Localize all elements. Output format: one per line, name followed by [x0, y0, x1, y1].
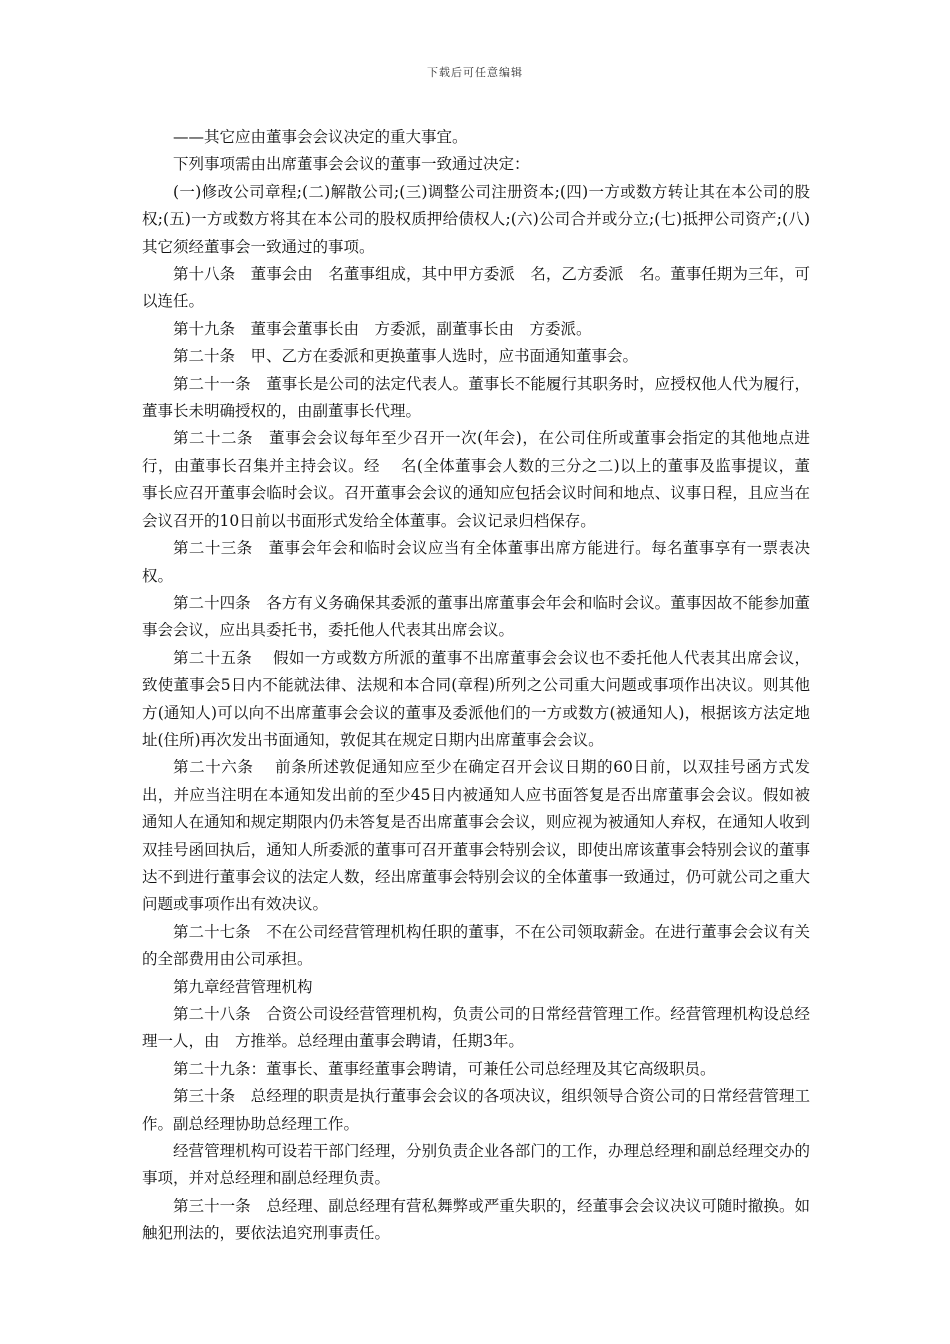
chapter-heading: 第九章经营管理机构 — [173, 977, 313, 996]
article-27: 第二十七条 不在公司经营管理机构任职的董事，不在公司领取薪金。在进行董事会会议有关的全部费用由公司承担。 — [142, 922, 810, 969]
paragraph: (一)修改公司章程;(二)解散公司;(三)调整公司注册资本;(四)一方或数方转让其在本公司的股权;(五)一方或数方将其在本公司的股权质押给债权人;(六)公司合并或分立;(七)抵押公司资产;(八)其它须经董事会一致通过的事项。 — [142, 182, 810, 256]
article-24: 第二十四条 各方有义务确保其委派的董事出席董事会年会和临时会议。董事因故不能参加董事会会议，应出具委托书，委托他人代表其出席会议。 — [142, 593, 810, 640]
article-31: 第三十一条 总经理、副总经理有营私舞弊或严重失职的，经董事会会议决议可随时撤换。如触犯刑法的，要依法追究刑事责任。 — [142, 1196, 810, 1243]
article-29: 第二十九条：董事长、董事经董事会聘请，可兼任公司总经理及其它高级职员。 — [173, 1059, 716, 1078]
article-23: 第二十三条 董事会年会和临时会议应当有全体董事出席方能进行。每名董事享有一票表决权。 — [142, 539, 810, 585]
paragraph: 下列事项需由出席董事会会议的董事一致通过决定： — [173, 155, 530, 174]
page-header: 下载后可任意编辑 — [427, 66, 523, 79]
paragraph: ——其它应由董事会会议决定的重大事宜。 — [173, 128, 468, 146]
article-20: 第二十条 甲、乙方在委派和更换董事人选时，应书面通知董事会。 — [173, 347, 639, 366]
article-28: 第二十八条 合资公司设经营管理机构，负责公司的日常经营管理工作。经营管理机构设总经理一人，由 方推举。总经理由董事会聘请，任期3年。 — [142, 1005, 810, 1051]
document-body — [142, 124, 810, 1248]
article-18: 第十八条 董事会由 名董事组成，其中甲方委派 名，乙方委派 名。董事任期为三年，可以连任。 — [142, 265, 810, 311]
article-19: 第十九条 董事会董事长由 方委派，副董事长由 方委派。 — [173, 319, 592, 338]
article-25: 第二十五条 假如一方或数方所派的董事不出席董事会会议也不委托他人代表其出席会议，致使董事会5日内不能就法律、法规和本合同(章程)所列之公司重大问题或事项作出决议。则其他方(通知人)可以向不出席董事会会议的董事及委派他们的一方或数方(被通知人)，根据该方法定地址(住所)再次发出书面通知，敦促其在规定日期内出席董事会会议。 — [142, 648, 810, 749]
article-22: 第二十二条 董事会会议每年至少召开一次(年会)，在公司住所或董事会指定的其他地点进行，由董事长召集并主持会议。经 名(全体董事会人数的三分之二)以上的董事及监事提议，董事长应召开董事会临时会议。召开董事会会议的通知应包括会议时间和地点、议事日程，且应当在会议召开的10日前以书面形式发给全体董事。会议记录归档保存。 — [142, 429, 810, 530]
article-26: 第二十六条 前条所述敦促通知应至少在确定召开会议日期的60日前，以双挂号函方式发出，并应当注明在本通知发出前的至少45日内被通知人应书面答复是否出席董事会会议。假如被通知人在通知和规定期限内仍未答复是否出席董事会会议，则应视为被通知人弃权，在通知人收到双挂号函回执后，通知人所委派的董事可召开董事会特别会议，即使出席该董事会特别会议的董事达不到进行董事会议的法定人数，经出席董事会特别会议的全体董事一致通过，仍可就公司之重大问题或事项作出有效决议。 — [142, 758, 810, 914]
article-21: 第二十一条 董事长是公司的法定代表人。董事长不能履行其职务时，应授权他人代为履行，董事长未明确授权的，由副董事长代理。 — [142, 374, 810, 421]
paragraph: 经营管理机构可设若干部门经理，分别负责企业各部门的工作，办理总经理和副总经理交办的事项，并对总经理和副总经理负责。 — [142, 1142, 810, 1188]
article-30: 第三十条 总经理的职责是执行董事会会议的各项决议，组织领导合资公司的日常经营管理工作。副总经理协助总经理工作。 — [142, 1087, 810, 1133]
